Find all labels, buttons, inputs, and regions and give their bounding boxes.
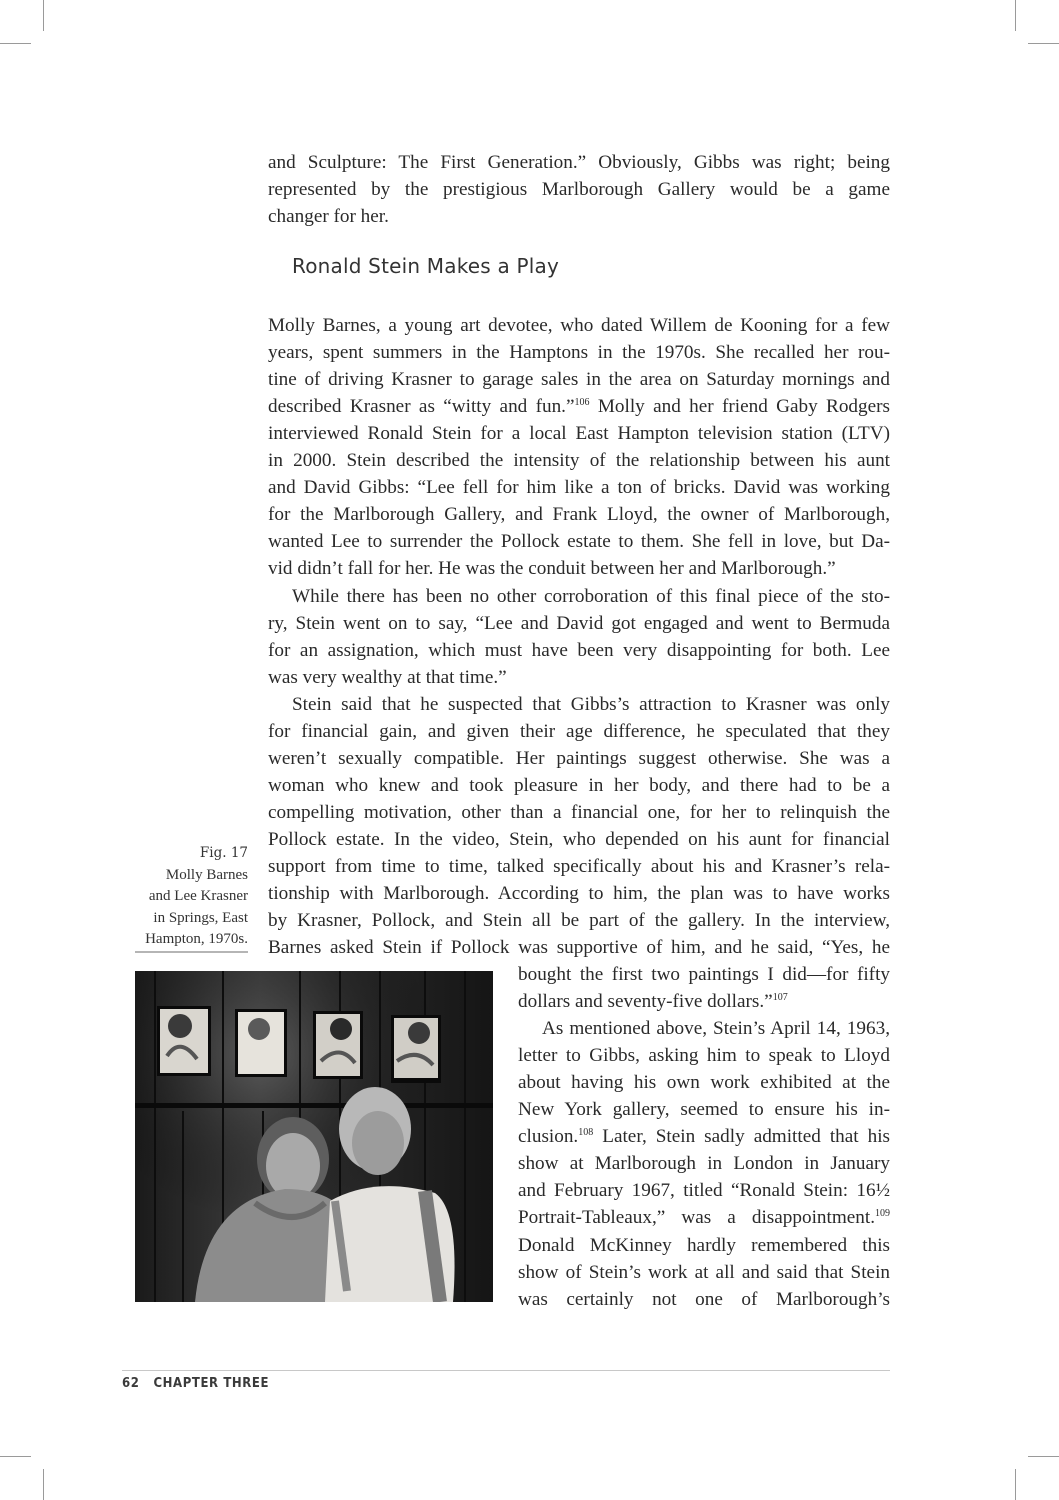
figure-label: Fig. 17	[199, 845, 248, 861]
text-line: Molly Barnes, a young art devotee, who dated Willem de Kooning for a few	[268, 315, 890, 336]
figure-photo	[135, 971, 493, 1302]
chapter-title: CHAPTER THREE	[153, 1376, 270, 1391]
text-line: woman who knew and took pleasure in her body, and there had to be a	[268, 774, 890, 796]
running-footer	[122, 1376, 269, 1391]
text-line: years, spent summers in the Hamptons in the 1970s. She recalled her rou-	[268, 342, 890, 364]
text-span: dollars and seventy-five dollars.”	[518, 991, 773, 1013]
footnote-reference[interactable]: 108	[578, 1127, 594, 1139]
text-span: Portrait-Tableaux,” was a disappointment.	[518, 1207, 875, 1229]
text-line: Barnes asked Stein if Pollock was supportive of him, and he said, “Yes, he	[268, 937, 890, 959]
text-line: support from time to time, talked specifically about his and Krasner’s rela-	[268, 856, 890, 877]
text-line: ry, Stein went on to say, “Lee and David got engaged and went to Bermuda	[268, 612, 890, 634]
text-line: in 2000. Stein described the intensity of the relationship between his aunt	[268, 450, 890, 472]
text-line: and February 1967, titled “Ronald Stein: 16½	[518, 1180, 890, 1202]
text-line: Donald McKinney hardly remembered this	[518, 1234, 890, 1256]
text-line: for financial gain, and given their age difference, he speculated that they	[268, 720, 890, 742]
text-line: compelling motivation, other than a financial one, for her to relinquish the	[268, 801, 890, 823]
figure-caption	[130, 843, 248, 951]
text-span: Molly and her friend Gaby Rodgers	[589, 396, 890, 418]
photo-illustration	[135, 971, 493, 1302]
text-line: wanted Lee to surrender the Pollock estate to them. She fell in love, but Da-	[268, 531, 890, 553]
crop-mark-top-left-vertical	[43, 0, 44, 31]
text-line	[518, 1204, 890, 1231]
text-line: by Krasner, Pollock, and Stein all be part of the gallery. In the interview,	[268, 910, 890, 932]
text-line	[268, 393, 890, 420]
crop-mark-bottom-right-vertical	[1015, 1469, 1016, 1500]
crop-mark-bottom-left-horizontal	[0, 1456, 31, 1457]
text-line: tionship with Marlborough. According to him, the plan was to have works	[268, 883, 890, 905]
caption-line: and Lee Krasner	[148, 888, 248, 904]
caption-line: Hampton, 1970s.	[145, 931, 248, 947]
text-line: and Sculpture: The First Generation.” Obviously, Gibbs was right; being	[268, 152, 890, 173]
chair-rail	[135, 1103, 493, 1108]
text-line	[518, 988, 890, 1015]
footer-divider	[122, 1370, 890, 1371]
text-line: about having his own work exhibited at the	[518, 1072, 890, 1094]
page-number: 62	[122, 1376, 140, 1391]
text-line: As mentioned above, Stein’s April 14, 1963,	[542, 1018, 890, 1040]
crop-mark-bottom-left-vertical	[43, 1469, 44, 1500]
text-span: described Krasner as “witty and fun.”	[268, 396, 575, 418]
crop-mark-top-right-horizontal	[1028, 43, 1059, 44]
crop-mark-bottom-right-horizontal	[1028, 1456, 1059, 1457]
text-line: bought the first two paintings I did—for fifty	[518, 964, 890, 985]
text-line: was very wealthy at that time.”	[268, 666, 507, 688]
caption-divider	[135, 951, 248, 953]
footnote-reference[interactable]: 109	[875, 1208, 890, 1220]
text-line: weren’t sexually compatible. Her paintings suggest otherwise. She was a	[268, 747, 890, 769]
text-line: for an assignation, which must have been very disappointing for both. Lee	[268, 639, 890, 661]
text-span: Later, Stein sadly admitted that his	[593, 1126, 890, 1148]
text-line: was certainly not one of Marlborough’s	[518, 1288, 890, 1310]
text-span: clusion.	[518, 1126, 579, 1148]
text-line: interviewed Ronald Stein for a local East Hampton television station (LTV)	[268, 423, 890, 445]
text-line: Pollock estate. In the video, Stein, who depended on his aunt for financial	[268, 828, 890, 850]
text-line: While there has been no other corroboration of this final piece of the sto-	[292, 585, 890, 607]
crop-mark-top-left-horizontal	[0, 43, 31, 44]
footnote-reference[interactable]: 106	[574, 397, 590, 409]
text-line: for the Marlborough Gallery, and Frank Lloyd, the owner of Marlborough,	[268, 504, 890, 526]
text-line: New York gallery, seemed to ensure his in-	[518, 1099, 890, 1121]
text-line: tine of driving Krasner to garage sales in the area on Saturday mornings and	[268, 369, 890, 391]
text-line: show of Stein’s work at all and said that Stein	[518, 1261, 890, 1283]
text-line: letter to Gibbs, asking him to speak to Lloyd	[518, 1045, 890, 1067]
crop-mark-top-right-vertical	[1015, 0, 1016, 31]
text-line: vid didn’t fall for her. He was the conduit between her and Marlborough.”	[268, 558, 836, 580]
text-line: show at Marlborough in London in January	[518, 1153, 890, 1175]
text-line	[518, 1123, 890, 1150]
section-heading: Ronald Stein Makes a Play	[292, 254, 559, 278]
footnote-reference[interactable]: 107	[772, 992, 788, 1004]
caption-line: Molly Barnes	[165, 866, 248, 883]
text-line: Stein said that he suspected that Gibbs’s attraction to Krasner was only	[292, 693, 890, 715]
text-line: changer for her.	[268, 206, 389, 227]
caption-line: in Springs, East	[153, 909, 248, 926]
text-line: and David Gibbs: “Lee fell for him like a ton of bricks. David was working	[268, 477, 890, 499]
text-line: represented by the prestigious Marlborough Gallery would be a game	[268, 179, 890, 200]
